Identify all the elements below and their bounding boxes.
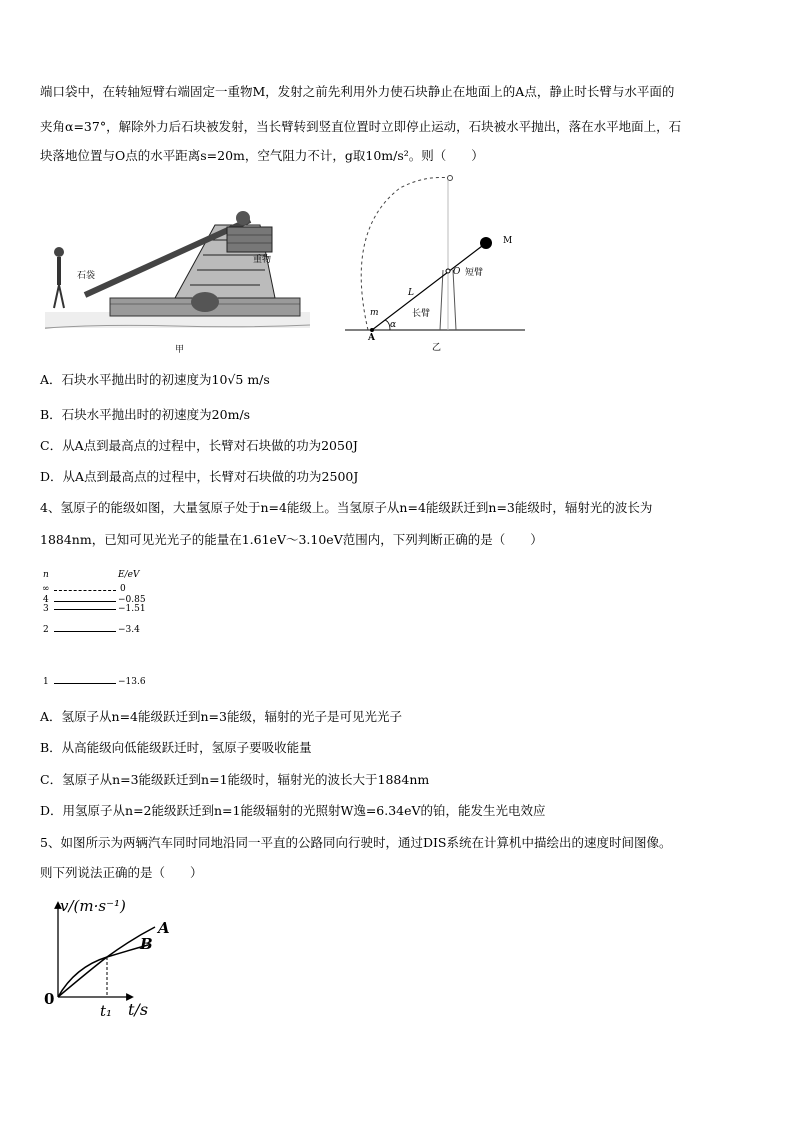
level-n-4: 4	[43, 595, 49, 605]
label-O: O	[453, 267, 461, 277]
level-n-2: 2	[43, 625, 49, 635]
curve-B-label: B	[140, 935, 153, 953]
vt-ylabel: v/(m·s⁻¹)	[60, 897, 126, 915]
level-E-2: −3.4	[118, 625, 140, 635]
schematic-drawing	[340, 170, 530, 350]
level-n-3: 3	[43, 604, 49, 614]
p4-option-c: C．氢原子从n=3能级跃迁到n=1能级时，辐射光的波长大于1884nm	[40, 772, 430, 787]
label-long-arm: 长臂	[412, 309, 431, 319]
p4-option-b: B．从高能级向低能级跃迁时，氢原子要吸收能量	[40, 740, 312, 755]
caption-yi: 乙	[432, 343, 442, 353]
p3-option-d: D．从A点到最高点的过程中，长臂对石块做的功为2500J	[40, 469, 359, 484]
p4-option-a: A．氢原子从n=4能级跃迁到n=3能级，辐射的光子是可见光光子	[40, 709, 402, 724]
level-line-4	[54, 601, 116, 602]
vt-xlabel: t/s	[128, 1000, 149, 1019]
level-E-1: −13.6	[118, 677, 146, 687]
label-alpha: α	[390, 320, 397, 330]
p5-line2: 则下列说法正确的是（ ）	[40, 865, 203, 880]
p4-option-d: D．用氢原子从n=2能级跃迁到n=1能级辐射的光照射W逸=6.34eV的铂，能发生光电效应	[40, 803, 546, 818]
label-m: m	[370, 308, 379, 318]
schematic-figure	[340, 170, 530, 353]
curve-A-label: A	[158, 919, 170, 937]
p4-line2: 1884nm，已知可见光光子的能量在1.61eV～3.10eV范围内，下列判断正确的是（ ）	[40, 532, 543, 547]
vt-origin: 0	[44, 990, 55, 1008]
label-A: A	[368, 333, 375, 343]
p5-line1: 5、如图所示为两辆汽车同时同地沿同一平直的公路同向行驶时，通过DIS系统在计算机中描绘出的速度时间图像。	[40, 835, 672, 850]
p3-option-a: A．石块水平抛出时的初速度为10√5 m/s	[40, 372, 270, 387]
level-line-3	[54, 609, 116, 610]
level-line-2	[54, 631, 116, 632]
header-E: E/eV	[118, 570, 140, 580]
p4-line1: 4、氢原子的能级如图，大量氢原子处于n=4能级上。当氢原子从n=4能级跃迁到n=3能级时，辐射光的波长为	[40, 500, 653, 515]
p3-line3: 块落地位置与O点的水平距离s=20m，空气阻力不计，g取10m/s²。则（ ）	[40, 148, 484, 163]
energy-level-diagram	[40, 568, 180, 693]
vt-t1: t₁	[100, 1002, 113, 1020]
level-line-inf	[54, 590, 116, 591]
label-L: L	[408, 288, 414, 298]
p3-option-c: C．从A点到最高点的过程中，长臂对石块做的功为2050J	[40, 438, 358, 453]
level-E-4: −0.85	[118, 595, 146, 605]
velocity-time-graph	[40, 895, 170, 1030]
level-E-3: −1.51	[118, 604, 146, 614]
label-stone-bag: 石袋	[77, 271, 96, 281]
caption-jia: 甲	[175, 345, 185, 355]
p3-line1: 端口袋中，在转轴短臂右端固定一重物M，发射之前先利用外力使石块静止在地面上的A点，静止时长臂与水平面的	[40, 84, 675, 99]
p3-line2: 夹角α=37°，解除外力后石块被发射，当长臂转到竖直位置时立即停止运动，石块被水平抛出，落在水平地面上，石	[40, 119, 682, 134]
level-line-1	[54, 683, 116, 684]
level-E-inf: 0	[120, 584, 126, 594]
label-M: M	[503, 236, 513, 246]
label-short-arm: 短臂	[465, 268, 484, 278]
level-n-1: 1	[43, 677, 49, 687]
header-n: n	[43, 570, 49, 580]
trebuchet-figure	[45, 200, 310, 360]
label-weight: 重物	[253, 255, 272, 265]
p3-option-b: B．石块水平抛出时的初速度为20m/s	[40, 407, 251, 422]
level-n-inf: ∞	[42, 584, 50, 594]
